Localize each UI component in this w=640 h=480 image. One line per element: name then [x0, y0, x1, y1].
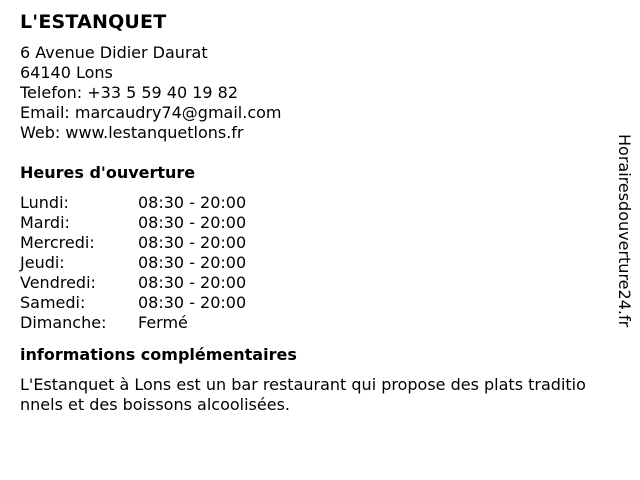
hours-day: Jeudi: [20, 253, 65, 272]
hours-day: Mercredi: [20, 233, 95, 252]
hours-time: 08:30 - 20:00 [138, 193, 247, 212]
site-watermark: Horairesdouverture24.fr [615, 134, 634, 328]
address-line-1: 6 Avenue Didier Daurat [20, 43, 208, 62]
hours-day: Mardi: [20, 213, 70, 232]
hours-day: Vendredi: [20, 273, 96, 292]
hours-row-wednesday [20, 233, 600, 253]
hours-row-friday [20, 273, 600, 293]
email-line: Email: marcaudry74@gmail.com [20, 103, 282, 122]
hours-time: 08:30 - 20:00 [138, 293, 247, 312]
hours-day: Samedi: [20, 293, 86, 312]
info-description: L'Estanquet à Lons est un bar restaurant qui propose des plats traditionnels et des boissons alcoolisées. [20, 375, 586, 414]
web-line: Web: www.lestanquetlons.fr [20, 123, 244, 142]
business-name: L'ESTANQUET [20, 11, 167, 33]
hours-row-saturday [20, 293, 600, 313]
hours-day: Lundi: [20, 193, 69, 212]
hours-time: 08:30 - 20:00 [138, 213, 247, 232]
hours-time: 08:30 - 20:00 [138, 273, 247, 292]
hours-time: 08:30 - 20:00 [138, 253, 247, 272]
hours-row-monday [20, 193, 600, 213]
hours-row-tuesday [20, 213, 600, 233]
phone-line: Telefon: +33 5 59 40 19 82 [20, 83, 239, 102]
hours-day: Dimanche: [20, 313, 107, 332]
hours-time: 08:30 - 20:00 [138, 233, 247, 252]
hours-row-thursday [20, 253, 600, 273]
address-line-2: 64140 Lons [20, 63, 113, 82]
hours-title: Heures d'ouverture [20, 163, 196, 182]
info-title: informations complémentaires [20, 345, 297, 364]
hours-time: Fermé [138, 313, 188, 332]
hours-row-sunday [20, 313, 600, 333]
business-card [20, 9, 600, 415]
hours-list [20, 193, 600, 333]
